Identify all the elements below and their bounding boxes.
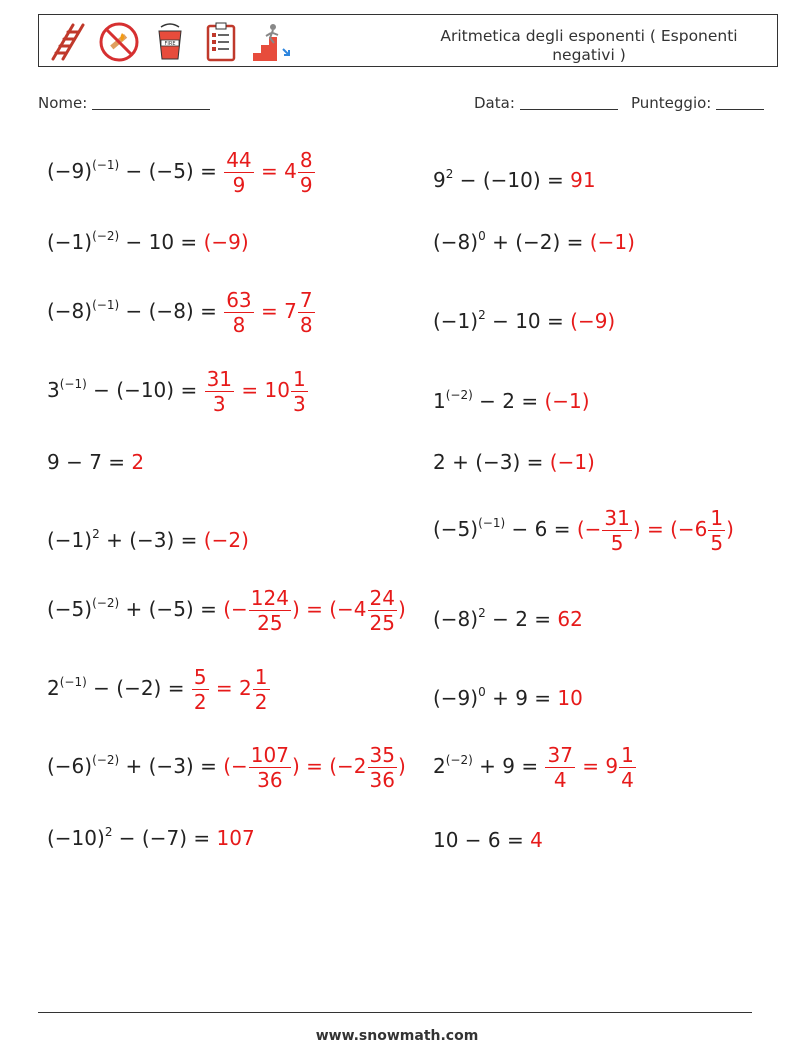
date-label: Data: [474,94,515,112]
problem-5 [47,290,316,335]
exponent: 2 [445,167,454,181]
numerator: 31 [604,506,630,530]
expression-part: + (−2) = [485,230,590,254]
problem-16 [433,686,583,710]
expression-part: (−9) [47,159,93,183]
exponent: (−2) [92,229,120,243]
expression-part: = 7 [254,299,297,323]
exponent: (−2) [92,753,120,767]
fraction [298,290,315,335]
fraction [545,745,574,790]
expression-part: (− [223,597,248,621]
numerator: 63 [226,288,252,312]
answer [223,288,315,337]
worksheet-header [38,14,778,67]
answer: (−9) [570,309,616,333]
expression-part: ) = (−2 [291,754,367,778]
numerator: 5 [193,665,207,689]
numerator: 7 [299,288,313,312]
answer [544,743,636,792]
expression-part: (−5) [433,517,479,541]
exponent: 0 [478,685,486,699]
exponent: (−1) [92,158,120,172]
denominator: 3 [212,392,226,416]
expression-part: ) = (−4 [291,597,367,621]
expression-part: (− [576,517,602,541]
exponent: 2 [478,308,486,322]
problem-18 [433,745,637,790]
problem-14 [433,607,583,631]
fraction [708,508,725,553]
expression-part: − (−5) = [119,159,224,183]
numerator: 31 [206,367,233,391]
answer: (−1) [589,230,635,254]
numerator: 24 [369,586,395,610]
denominator: 36 [257,768,283,792]
expression-part: = 2 [209,676,252,700]
footer-link[interactable]: www.snowmath.com [315,1028,479,1044]
denominator: 9 [232,173,246,197]
denominator: 3 [292,392,306,416]
denominator: 5 [610,531,624,555]
problem-8 [433,389,590,413]
expression-part: 2 [47,676,60,700]
exponent: (−2) [445,388,473,402]
expression-part: (−8) [433,607,479,631]
answer: 4 [530,828,543,852]
denominator: 25 [369,611,395,635]
expression-part: (−5) [47,597,93,621]
name-label: Nome: [38,94,88,112]
expression-part: − (−8) = [119,299,224,323]
expression-part: = 4 [254,159,297,183]
denominator: 4 [621,768,634,792]
worksheet-title: Aritmetica degli esponenti ( Esponenti negativi ) [440,27,738,64]
expression-part: − 2 = [485,607,558,631]
problem-13 [47,588,406,633]
denominator: 9 [299,173,313,197]
expression-part: + 9 = [472,754,545,778]
fraction [249,745,291,790]
exponent: (−2) [445,753,473,767]
problem-12 [433,508,734,553]
expression-part: 9 [433,168,446,192]
exponent: (−2) [92,596,120,610]
date-field[interactable] [474,94,618,112]
expression-part: − (−10) = [86,378,204,402]
fire-bucket-icon [149,21,191,63]
expression-part: 2 [433,754,446,778]
expression-part: + (−3) = [99,528,204,552]
exponent: (−1) [59,377,87,391]
answer: 107 [216,826,255,850]
numerator: 124 [250,586,289,610]
answer: 62 [557,607,583,631]
problem-7 [47,369,309,414]
denominator: 5 [710,531,724,555]
svg-text:FIRE: FIRE [164,41,176,47]
answer: 2 [131,450,145,474]
fraction [368,745,397,790]
expression-part: + (−5) = [119,597,224,621]
stairs-exit-icon [251,21,293,63]
expression-part: − 6 = [505,517,577,541]
expression-part: − (−10) = [453,168,571,192]
expression-part: (−1) [433,309,479,333]
fraction [602,508,631,553]
expression-part: 9 − 7 = [47,450,132,474]
answer [223,586,406,635]
denominator: 2 [193,690,207,714]
problem-1 [47,150,316,195]
numerator: 44 [226,148,252,172]
expression-part: (−8) [433,230,479,254]
numerator: 8 [299,148,313,172]
fraction [368,588,397,633]
denominator: 25 [257,611,283,635]
numerator: 37 [547,743,573,767]
answer: (−2) [203,528,249,552]
exponent: 2 [104,825,113,839]
denominator: 8 [299,313,313,337]
expression-part: 3 [47,378,60,402]
answer [191,665,271,714]
expression-part: ) = (−6 [632,517,708,541]
expression-part: (−10) [47,826,105,850]
problem-20 [433,828,543,852]
problem-19 [47,826,255,850]
problem-4 [433,230,635,254]
score-label: Punteggio: [631,94,712,112]
score-field[interactable] [631,94,764,112]
problem-10 [433,450,595,474]
no-fire-icon [98,21,140,63]
fraction [619,745,636,790]
fraction [205,369,234,414]
exponent: 0 [478,229,486,243]
answer [576,506,734,555]
answer [223,743,406,792]
expression-part: − (−7) = [112,826,217,850]
expression-part: ) [726,517,734,541]
problem-2 [433,168,596,192]
expression-part: + 9 = [485,686,558,710]
footer-divider [38,1012,752,1013]
problem-17 [47,745,406,790]
fraction [253,667,270,712]
fraction [224,150,253,195]
answer: 91 [570,168,596,192]
date-blank[interactable] [520,95,618,110]
problem-3 [47,230,249,254]
score-blank[interactable] [716,95,764,110]
expression-part: (−1) [47,230,93,254]
expression-part: (− [223,754,248,778]
expression-part: − (−2) = [86,676,191,700]
denominator: 4 [553,768,567,792]
answer: (−1) [549,450,595,474]
name-field[interactable] [38,94,210,112]
answer [204,367,309,416]
name-blank[interactable] [92,95,210,110]
problem-6 [433,309,615,333]
fraction [249,588,291,633]
denominator: 36 [369,768,395,792]
exponent: (−1) [92,298,120,312]
problem-15 [47,667,271,712]
numerator: 1 [292,367,306,391]
expression-part: − 10 = [485,309,571,333]
expression-part: ) [397,754,406,778]
exponent: 2 [478,606,486,620]
fraction [192,667,209,712]
exponent: (−1) [478,516,506,530]
answer [223,148,315,197]
numerator: 1 [254,665,268,689]
expression-part: = 9 [575,754,619,778]
exponent: 2 [92,527,100,541]
expression-part: (−1) [47,528,93,552]
expression-part: 2 + (−3) = [433,450,550,474]
expression-part: − 2 = [472,389,545,413]
answer: (−1) [544,389,590,413]
fraction [291,369,308,414]
checklist-icon [200,21,242,63]
answer: 10 [557,686,583,710]
numerator: 35 [369,743,395,767]
fraction [224,290,253,335]
expression-part: 10 − 6 = [433,828,531,852]
problem-11 [47,528,249,552]
expression-part: (−8) [47,299,93,323]
ladder-icon [47,21,89,63]
expression-part: + (−3) = [119,754,224,778]
answer: (−9) [203,230,249,254]
numerator: 1 [621,743,634,767]
numerator: 1 [710,506,724,530]
expression-part: (−9) [433,686,479,710]
expression-part: − 10 = [119,230,204,254]
expression-part: 1 [433,389,446,413]
expression-part: = 10 [235,378,290,402]
expression-part: (−6) [47,754,93,778]
denominator: 2 [254,690,268,714]
numerator: 107 [250,743,289,767]
expression-part: ) [397,597,406,621]
fraction [298,150,315,195]
denominator: 8 [232,313,246,337]
exponent: (−1) [59,675,87,689]
header-icons [47,20,293,64]
problem-9 [47,450,144,474]
